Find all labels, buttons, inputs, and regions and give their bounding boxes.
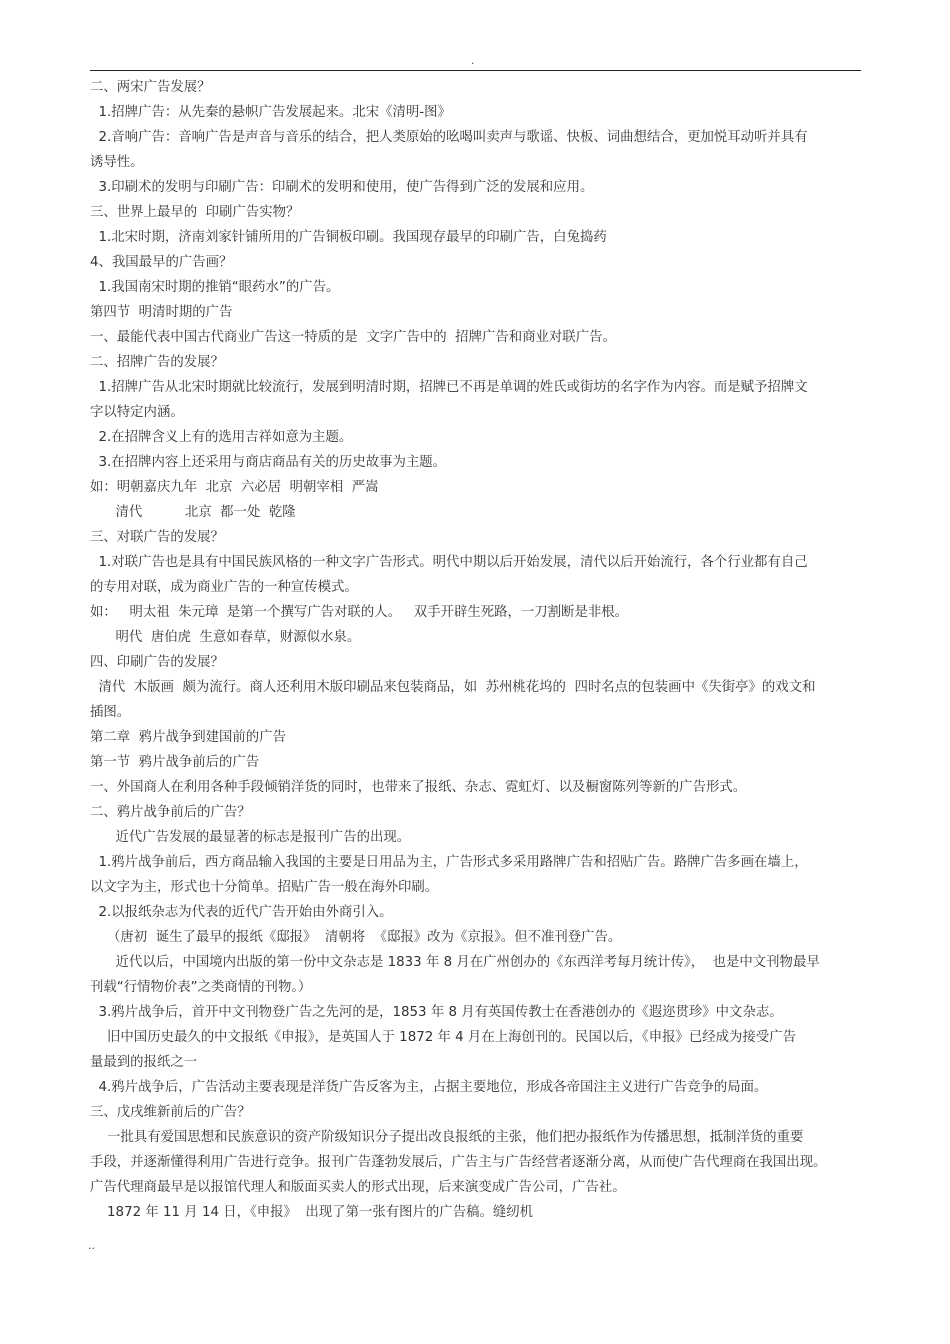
text-line: 二、两宋广告发展？ [90,80,211,95]
text-line: 广告代理商最早是以报馆代理人和版面买卖人的形式出现，后来演变成广告公司，广告社。 [90,1180,626,1195]
text-line: 2.在招牌含义上有的选用吉祥如意为主题。 [90,430,353,445]
text-line: 1.招牌广告从北宋时期就比较流行，发展到明清时期，招牌已不再是单调的姓氏或街坊的名字作为内容。而是赋予招牌文 [90,380,808,395]
text-line: 二、招牌广告的发展？ [90,355,224,370]
text-line: （唐初 诞生了最早的报纸《邸报》 清朝将 《邸报》改为《京报》。但不准刊登广告。 [90,930,622,945]
text-line: 1.对联广告也是具有中国民族风格的一种文字广告形式。明代中期以后开始发展，清代以后开始流行，各个行业都有自己 [90,555,808,570]
text-line: 一、最能代表中国古代商业广告这一特质的是 文字广告中的 招牌广告和商业对联广告。 [90,330,616,345]
text-line: 的专用对联，成为商业广告的一种宣传模式。 [90,580,358,595]
text-line: 1.北宋时期，济南刘家针铺所用的广告铜板印刷。我国现存最早的印刷广告，白兔捣药 [90,230,607,245]
text-line: 4.鸦片战争后，广告活动主要表现是洋货广告反客为主，占据主要地位，形成各帝国注主义进行广告竞争的局面。 [90,1080,768,1095]
page-footer-mark: .. [88,1239,95,1252]
header-rule [90,70,861,71]
text-line: 三、对联广告的发展？ [90,530,224,545]
text-line: 第四节 明清时期的广告 [90,305,233,320]
text-line: 清代 木版画 颇为流行。商人还利用木版印刷品来包装商品，如 苏州桃花坞的 四时名点的包装画中《失街亭》的戏文和 [90,680,816,695]
text-line: 三、世界上最早的 印刷广告实物？ [90,205,300,220]
text-line: 第一节 鸦片战争前后的广告 [90,755,260,770]
text-line: 3.印刷术的发明与印刷广告：印刷术的发明和使用，使广告得到广泛的发展和应用。 [90,180,594,195]
text-line: 2.音响广告：音响广告是声音与音乐的结合，把人类原始的吆喝叫卖声与歌谣、快板、词曲想结合，更加悦耳动听并具有 [90,130,808,145]
text-line: 1.我国南宋时期的推销“眼药水”的广告。 [90,280,340,295]
text-line: 二、鸦片战争前后的广告？ [90,805,251,820]
text-line: 一、外国商人在利用各种手段倾销洋货的同时，也带来了报纸、杂志、霓虹灯、以及橱窗陈列等新的广告形式。 [90,780,747,795]
text-line: 第二章 鸦片战争到建国前的广告 [90,730,286,745]
text-line: 近代广告发展的最显著的标志是报刊广告的出现。 [90,830,411,845]
text-line: 以文字为主，形式也十分简单。招贴广告一般在海外印刷。 [90,880,439,895]
text-line: 1.招牌广告：从先秦的悬帜广告发展起来。北宋《清明-图》 [90,105,451,120]
text-line: 一批具有爱国思想和民族意识的资产阶级知识分子提出改良报纸的主张，他们把办报纸作为传播思想，抵制洋货的重要 [90,1130,804,1145]
text-line: 插图。 [90,705,131,720]
text-line: 诱导性。 [90,155,144,170]
text-line: 1872 年 11 月 14 日，《申报》 出现了第一张有图片的广告稿。缝纫机 [90,1205,534,1220]
document-body [90,75,862,1225]
text-line: 近代以后，中国境内出版的第一份中文杂志是 1833 年 8 月在广州创办的《东西洋考每月统计传》， 也是中文刊物最早 [90,955,820,970]
text-line: 4、我国最早的广告画？ [90,255,233,270]
text-line: 2.以报纸杂志为代表的近代广告开始由外商引入。 [90,905,393,920]
text-line: 如： 明太祖 朱元璋 是第一个撰写广告对联的人。 双手开辟生死路，一刀割断是非根。 [90,605,629,620]
text-line: 量最到的报纸之一 [90,1055,198,1070]
text-line: 3.在招牌内容上还采用与商店商品有关的历史故事为主题。 [90,455,447,470]
page-header-mark: . [471,56,475,67]
text-line: 清代 北京 都一处 乾隆 [90,505,296,520]
text-line: 如：明朝嘉庆九年 北京 六必居 明朝宰相 严嵩 [90,480,379,495]
text-line: 手段，并逐渐懂得利用广告进行竞争。报刊广告蓬勃发展后，广告主与广告经营者逐渐分离，从而使广告代理商在我国出现。 [90,1155,827,1170]
text-line: 三、戊戌维新前后的广告？ [90,1105,251,1120]
text-line: 字以特定内涵。 [90,405,184,420]
text-line: 3.鸦片战争后，首开中文刊物登广告之先河的是，1853 年 8 月有英国传教士在香港创办的《遐迩贯珍》中文杂志。 [90,1005,783,1020]
text-line: 四、印刷广告的发展？ [90,655,224,670]
text-line: 明代 唐伯虎 生意如春草，财源似水泉。 [90,630,361,645]
text-line: 旧中国历史最久的中文报纸《申报》，是英国人于 1872 年 4 月在上海创刊的。民国以后，《申报》已经成为接受广告 [90,1030,796,1045]
text-line: 刊载“行情物价表”之类商情的刊物。） [90,980,312,995]
text-line: 1.鸦片战争前后，西方商品输入我国的主要是日用品为主，广告形式多采用路牌广告和招贴广告。路牌广告多画在墙上， [90,855,808,870]
